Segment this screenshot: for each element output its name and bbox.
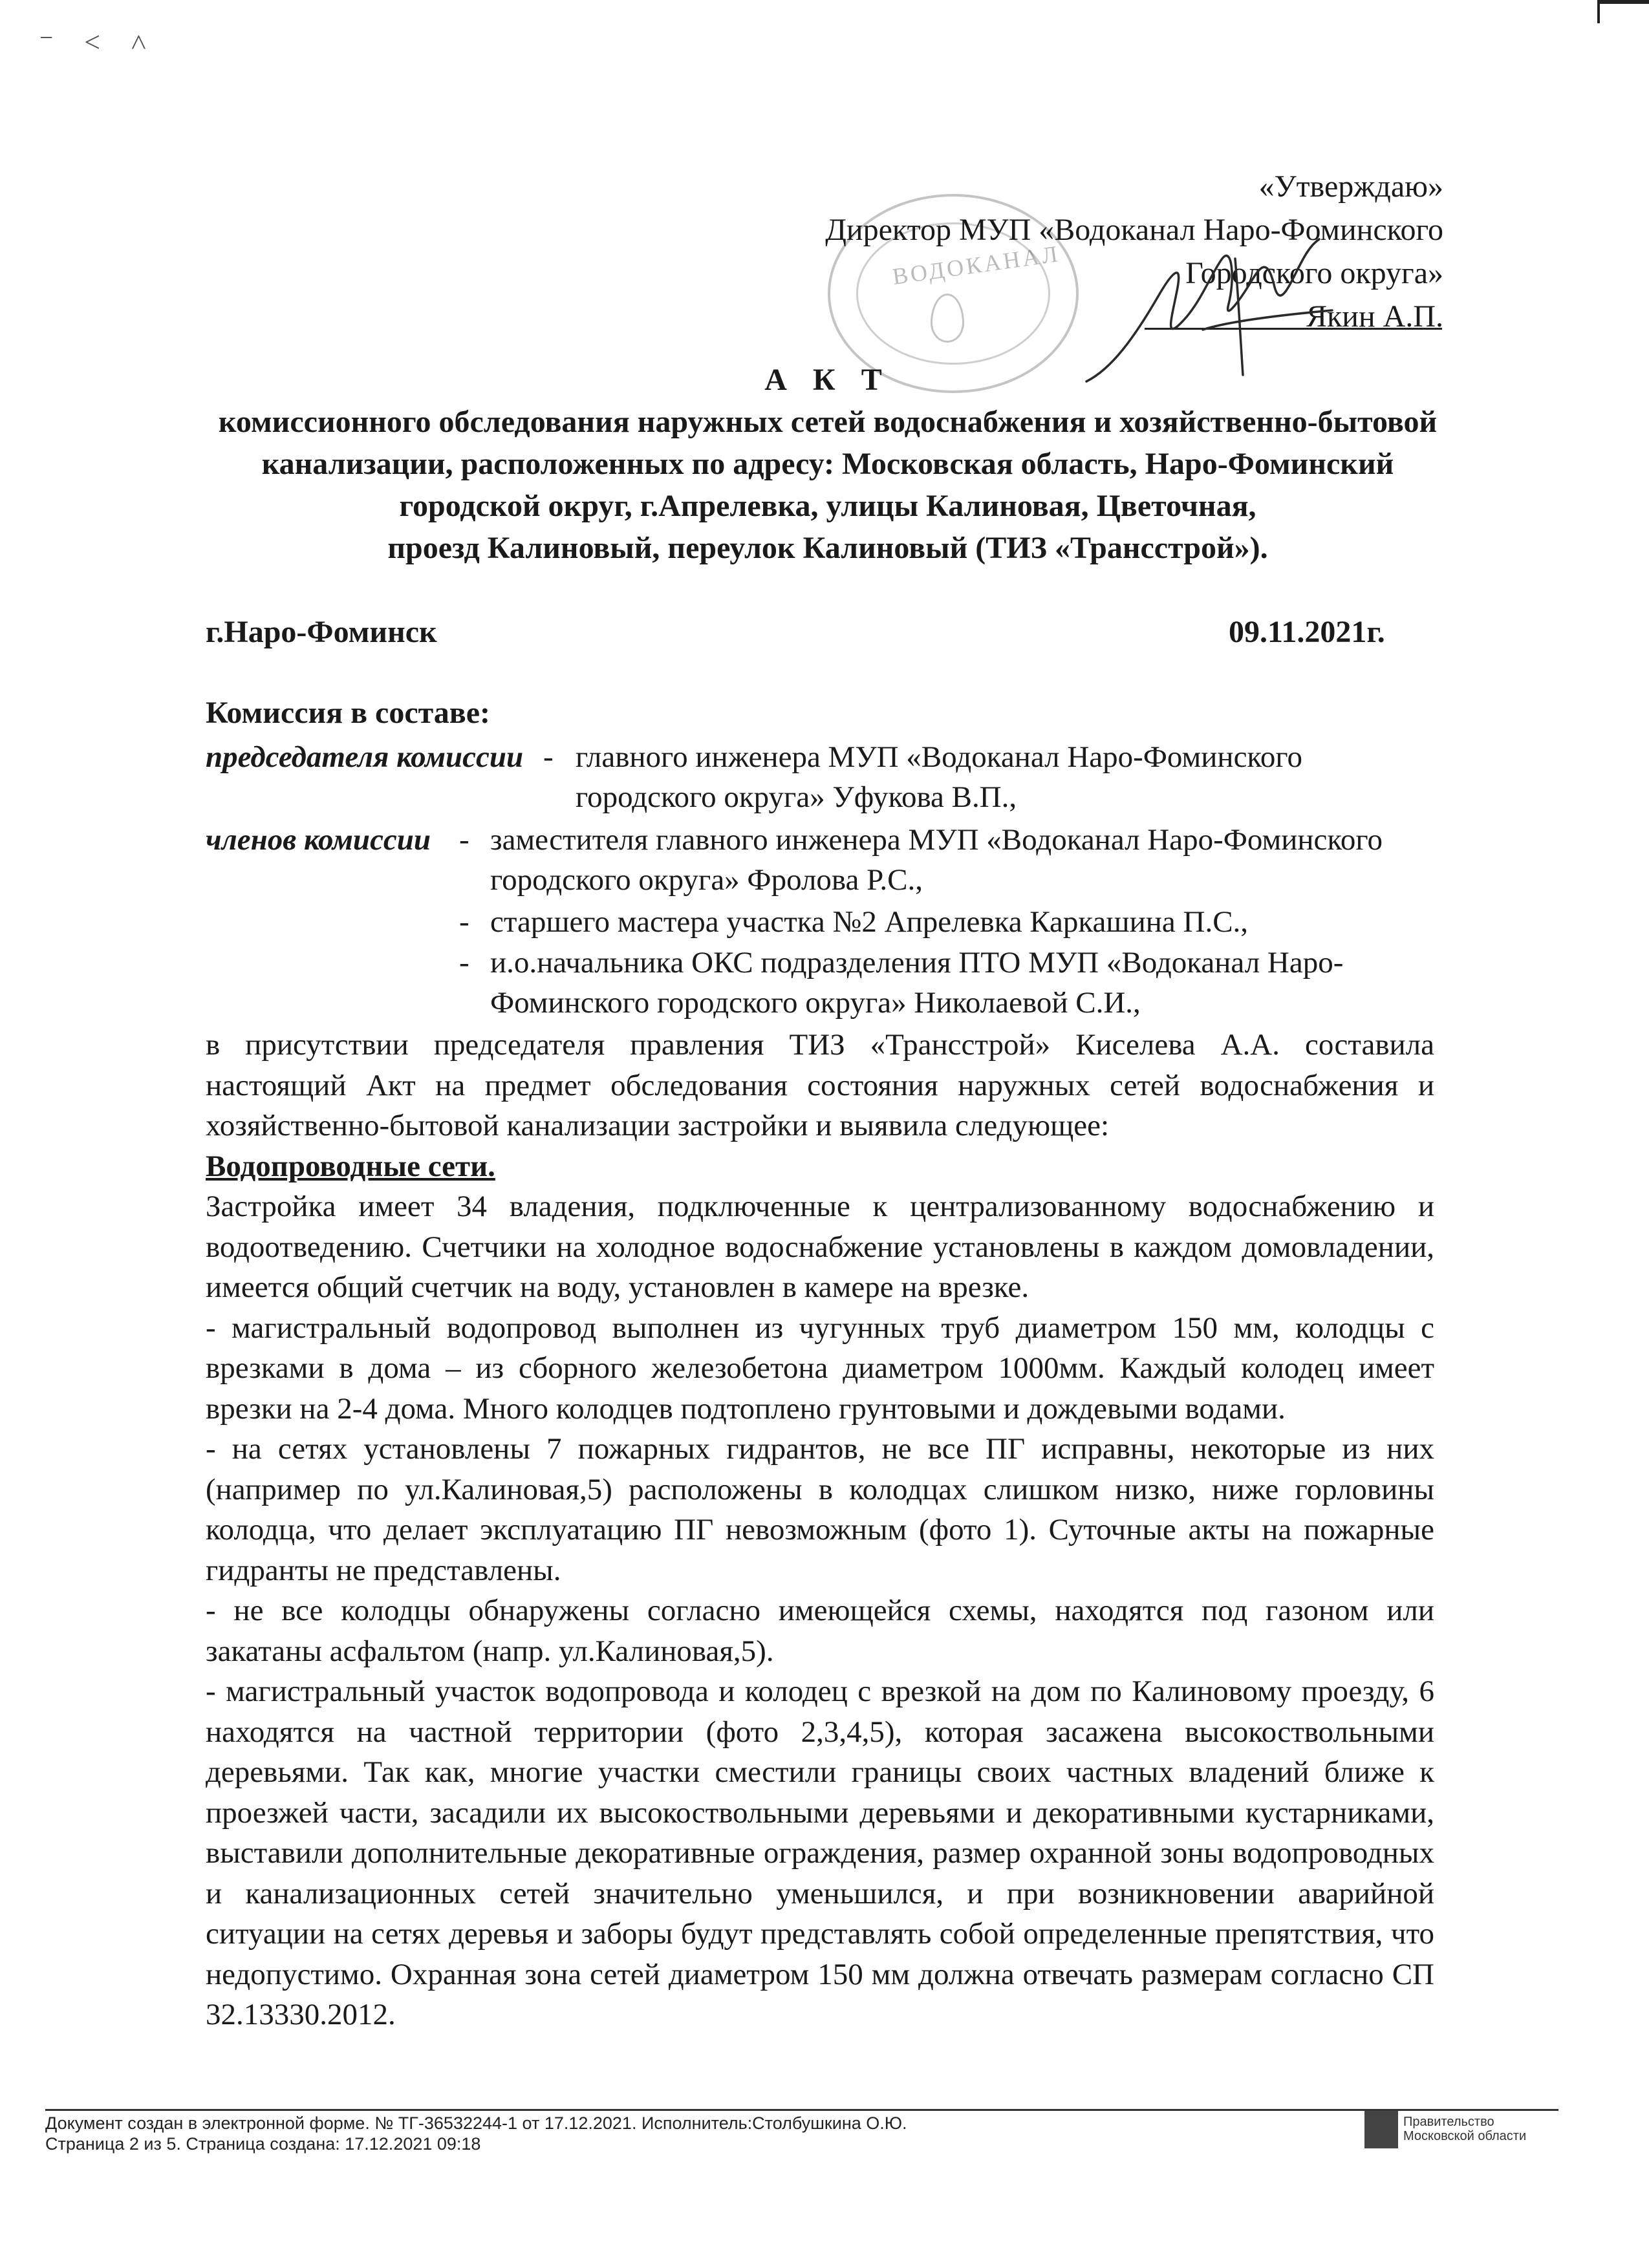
paragraph-5: - магистральный участок водопровода и колодец с врезкой на дом по Калиновому проезду, 6 находятся на частной территории (фото 2,3,4,5), которая засажена высокоствольными деревьями. Так как, многие участки сместили границы своих частных владений ближе к проезжей части, засадили их высокоствольными деревьями и декоративными кустарниками, выставили дополнительные декоративные ограждения, размер охранной зоны водопроводных и канализационных сетей значительно уменьшился, и при возникновении аварийной ситуации на сетях деревья и заборы будут представлять собой определенные препятствия, что недопустимо. Охранная зона сетей диаметром 150 мм должна отвечать размерам согласно СП 32.13330.2012. — [206, 1674, 1434, 2031]
logo-text-line-2: Московской области — [1403, 2129, 1527, 2143]
document-title — [194, 359, 1461, 569]
approver-name: Якин А.П. — [1306, 299, 1443, 334]
chair-line-1: главного инженера МУП «Водоканал Наро-Фоминского — [576, 740, 1302, 774]
member-1-line-1: заместителя главного инженера МУП «Водоканал Наро-Фоминского — [490, 823, 1383, 857]
member-1-dash: - — [459, 823, 469, 857]
member-3-dash: - — [459, 946, 469, 979]
commission-heading: Комиссия в составе: — [206, 696, 490, 730]
approve-label: «Утверждаю» — [1258, 169, 1443, 204]
coat-of-arms-icon — [1364, 2111, 1398, 2148]
title-line-5: проезд Калиновый, переулок Калиновый (ТИЗ «Трансстрой»). — [387, 531, 1268, 565]
document-date: 09.11.2021г. — [1229, 615, 1385, 649]
title-line-2: комиссионного обследования наружных сетей водоснабжения и хозяйственно-бытовой — [218, 405, 1438, 439]
title-line-3: канализации, расположенных по адресу: Московская область, Наро-Фоминский — [261, 447, 1394, 481]
logo-text — [1403, 2115, 1526, 2143]
stamp-text: ВОДОКАНАЛ — [890, 241, 1062, 290]
member-1-line-2: городского округа» Фролова Р.С., — [490, 863, 923, 897]
approver-position-2: Городского округа» — [1185, 256, 1443, 290]
title-line-4: городской округ, г.Апрелевка, улицы Калиновая, Цветочная, — [399, 489, 1256, 523]
chair-role: председателя комиссии — [206, 740, 524, 774]
paragraph-2: - магистральный водопровод выполнен из чугунных труб диаметром 150 мм, колодцы с врезками в дома – из сборного железобетона диаметром 1000мм. Каждый колодец имеет врезки на 2-4 дома. Много колодцев подтоплено грунтовыми и дождевыми водами. — [206, 1311, 1434, 1426]
logo-text-line-1: Правительство — [1403, 2115, 1494, 2129]
footer-document-info: Документ создан в электронной форме. № ТГ-36532244-1 от 17.12.2021. Исполнитель:Столбушкина О.Ю. — [45, 2113, 907, 2133]
member-3-line-2: Фоминского городского округа» Николаевой С.И., — [490, 986, 1141, 1020]
chair-dash: - — [543, 740, 554, 774]
place: г.Наро-Фоминск — [206, 615, 437, 649]
footer-divider — [45, 2109, 1558, 2111]
paragraph-1: Застройка имеет 34 владения, подключенные к централизованному водоснабжению и водоотведению. Счетчики на холодное водоснабжение установлены в каждом домовладении, имеется общий счетчик на воду, установлен в камере на врезке. — [206, 1190, 1434, 1304]
member-2-line: старшего мастера участка №2 Апрелевка Каркашина П.С., — [490, 905, 1249, 939]
paragraph-3: - на сетях установлены 7 пожарных гидрантов, не все ПГ исправны, некоторые из них (например по ул.Калиновая,5) расположены в колодцах слишком низко, ниже горловины колодца, что делает эксплуатацию ПГ невозможным (фото 1). Суточные акты на пожарные гидранты не представлены. — [206, 1432, 1434, 1587]
intro-paragraph: в присутствии председателя правления ТИЗ «Трансстрой» Киселева А.А. составила настоящий Акт на предмет обследования состояния наружных сетей водоснабжения и хозяйственно-бытовой канализации застройки и выявила следующее: — [206, 1028, 1434, 1142]
paragraph-4: - не все колодцы обнаружены согласно имеющейся схемы, находятся под газоном или закатаны асфальтом (напр. ул.Калиновая,5). — [206, 1594, 1434, 1668]
members-role: членов комиссии — [206, 823, 431, 857]
government-logo — [1364, 2111, 1558, 2151]
document-body — [206, 1025, 1434, 2035]
member-3-line-1: и.о.начальника ОКС подразделения ПТО МУП «Водоканал Наро- — [490, 946, 1344, 979]
scan-marks: ⁻ ˂ ˄ — [39, 27, 158, 58]
footer-page-info: Страница 2 из 5. Страница создана: 17.12.2021 09:18 — [45, 2134, 481, 2154]
approver-position-1: Директор МУП «Водоканал Наро-Фоминского — [825, 213, 1443, 247]
act-heading: А К Т — [764, 363, 891, 397]
footer — [45, 2113, 907, 2154]
scan-corner — [1597, 0, 1649, 23]
chair-line-2: городского округа» Уфукова В.П., — [576, 780, 1017, 814]
section-title-water: Водопроводные сети. — [206, 1149, 495, 1183]
member-2-dash: - — [459, 905, 469, 939]
